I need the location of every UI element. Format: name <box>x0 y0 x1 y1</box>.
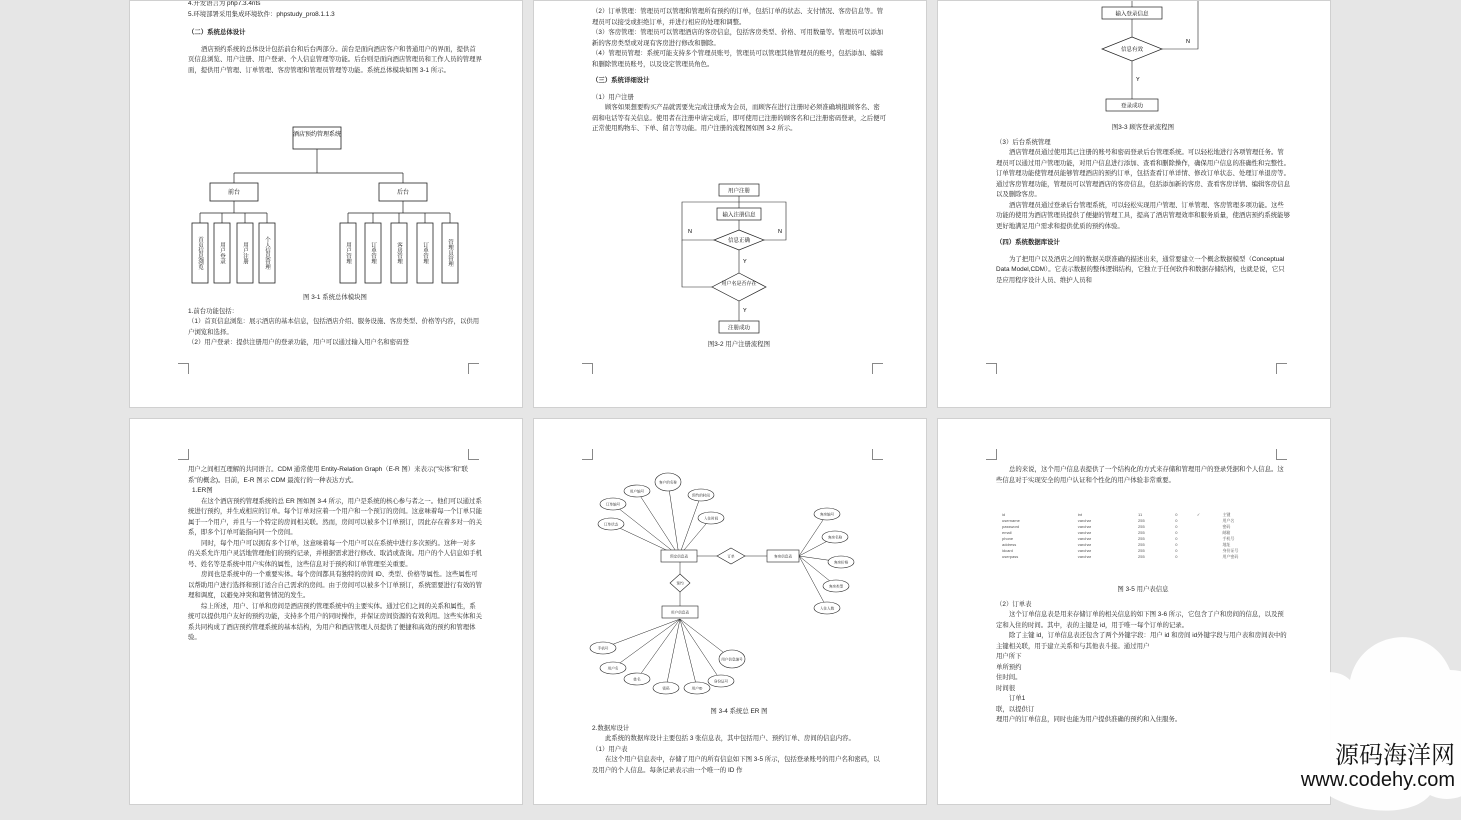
diagram-root: 酒店预约管理系统 <box>292 132 342 138</box>
page3-text <box>996 123 1290 286</box>
text-fragment: 单所预约 <box>996 663 1022 671</box>
section-heading: （四）系统数据库设计 <box>996 239 1060 246</box>
flow-input: 输入注册信息 <box>722 212 756 219</box>
paragraph: 这个订单信息表是用来存储订单的相关信息的如下图 3-6 所示，它包含了户和房间的信息，以及预定和入住的时间。其中，表的主键是 id，用于唯一每个订单的记录。 <box>996 611 1284 629</box>
list-item: （4）管理员管理：系统可能支持多个管理员账号，管理员可以管理其他管理员的账号，包括添加、编辑和删除管理员账号，以及设定管理员角色。 <box>592 50 884 68</box>
crop-mark <box>468 363 479 374</box>
system-module-diagram <box>188 123 488 293</box>
list-item: （2）订单管理：管理员可以管理和管理所有预约的订单，包括订单的状态、支付情况、客房信息等。管理员可以接受或拒绝订单，并进行相应的处理和调整。 <box>592 8 884 26</box>
text-line: 5.环境部署采用集成环境软件：phpstudy_pro8.1.1.3 <box>188 10 335 18</box>
section-heading: （二）系统总体设计 <box>188 29 246 36</box>
flow-done: 登录成功 <box>1120 103 1144 110</box>
subheading: 1.前台功能包括： <box>188 307 239 315</box>
er-attr: 客房编号 <box>819 512 835 517</box>
crop-mark <box>178 363 189 374</box>
er-attr: 身份证号 <box>713 679 729 684</box>
er-attr: 订单状态 <box>603 522 619 527</box>
table-cell: varchar <box>1077 530 1092 535</box>
table-cell: 用户名 <box>1222 518 1235 523</box>
section-heading: （三）系统详细设计 <box>592 77 650 84</box>
er-attr: 用户名 <box>607 666 619 671</box>
table-cell: userpass <box>1002 554 1019 559</box>
front-leaf-2: 用户注册 <box>242 242 248 264</box>
table-cell: 地址 <box>1222 542 1231 547</box>
table-cell: 0 <box>1175 518 1178 523</box>
crop-mark <box>872 449 883 460</box>
register-flowchart <box>674 181 804 341</box>
table-cell: 手机号 <box>1222 536 1235 541</box>
crop-mark <box>1276 449 1287 460</box>
watermark-url: www.codehy.com <box>1300 769 1455 791</box>
table-cell: 身份证号 <box>1222 548 1239 553</box>
page6-text-top <box>996 465 1290 486</box>
table-cell: 255 <box>1138 542 1145 547</box>
er-attr: 客房类型 <box>828 584 844 589</box>
table-cell: 0 <box>1175 554 1178 559</box>
er-attr: 入住时间 <box>703 516 719 521</box>
paragraph: 此系统的数据库设计主要包括 3 张信息表，其中包括用户、预约订单、房间的信息内容。 <box>605 735 855 742</box>
flow-n-2: N <box>778 229 782 235</box>
figure-caption: 图3-2 用户注册流程图 <box>707 341 771 348</box>
crop-mark <box>872 363 883 374</box>
back-leaves <box>340 213 458 283</box>
paragraph: 酒店预约系统的总体设计包括前台和后台两部分。前台是面向酒店客户和普通用户的界面，提供首页信息浏览、用户注册、用户登录、个人信息管理等功能。后台则是面向酒店管理员和工作人员的管理界面，提供用户管理、订单管理、客房管理和管理员管理等功能。系统总体模块如图 3-1 所示。 <box>188 45 482 74</box>
table-cell: 255 <box>1138 524 1145 529</box>
er-attr: 姓名 <box>633 677 641 682</box>
document-page-5 <box>533 418 927 805</box>
watermark <box>1301 741 1455 791</box>
flow-exists: 用户名是否存在 <box>721 281 757 287</box>
document-page-1 <box>129 0 523 408</box>
table-cell: varchar <box>1077 548 1092 553</box>
front-leaves <box>192 213 275 283</box>
crop-mark <box>582 363 593 374</box>
page2-caption-wrap <box>592 340 886 351</box>
page2-text-top <box>592 7 886 135</box>
back-leaf-1: 订单管理 <box>370 242 376 264</box>
table-cell: 0 <box>1175 512 1178 517</box>
front-leaf-0: 首页信息浏览 <box>197 236 203 270</box>
flow-y-1: Y <box>743 259 747 265</box>
er-entity-user: 用户信息表 <box>671 610 689 615</box>
er-relation-order: 订单 <box>727 554 735 559</box>
back-leaf-4: 管理员管理 <box>447 239 453 267</box>
back-leaf-2: 客房管理 <box>396 242 402 264</box>
table-cell: varchar <box>1077 536 1092 541</box>
figure-caption: 图 3-1 系统总体模块图 <box>303 294 367 301</box>
er-attr: 客户的名称 <box>659 480 677 485</box>
list-item: （1）首页信息浏览：展示酒店的基本信息，包括酒店介绍、服务设施、客房类型、价格等内容，以供用户浏览和选择。 <box>188 318 480 336</box>
subheading: 1.ER图 <box>192 487 213 494</box>
table-cell: 11 <box>1138 512 1143 517</box>
table-cell: varchar <box>1077 554 1092 559</box>
document-page-2 <box>533 0 927 408</box>
paragraph: 综上所述，用户、订单和房间是酒店预约管理系统中的主要实体。通过它们之间的关系和属性，系统可以提供用户友好的预约功能，支持多个用户的同时操作，并保证房间资源的有效利用。这些实体和关系共同构成了酒店预约管理系统的基本结构，为用户和酒店管理人员提供了便捷和高效的预约和管理体验。 <box>188 602 482 641</box>
diagram-back: 后台 <box>396 190 410 196</box>
er-attr: 客房名称 <box>827 535 843 540</box>
paragraph: 在这个酒店预约管理系统的总 ER 图如图 3-4 所示，用户是系统的核心参与者之一。他们可以通过系统进行预约，并生成相应的订单。每个订单对应着一个用户和一个预订的房间。这意味着每一个订单只能属于一个用户，并且与一个特定的房间相关联。然而，房间可以被多个订单预订，因此存在着多对一的关系，即多个订单可能指向同一个房间。 <box>188 497 482 536</box>
table-cell: email <box>1002 530 1012 535</box>
er-entity-room: 客房信息表 <box>774 554 792 559</box>
table-cell: 0 <box>1175 530 1178 535</box>
figure-caption: 图 3-5 用户表信息 <box>1117 586 1169 593</box>
text-line: 4.开发语言为 php7.3.4nts <box>188 0 261 7</box>
document-page-4 <box>129 418 523 805</box>
er-attr: 订单编号 <box>605 502 621 507</box>
back-leaf-0: 用户管理 <box>345 242 351 264</box>
er-relation-reserve: 预约 <box>676 581 684 586</box>
paragraph: 顾客如果想要购买产品就需要先完成注册成为会员，而顾客在进行注册时必须准确填报顾客名、密码和电话等有关信息。使用者在注册申请完成后，即可使用已注册的顾客名和已注册密码登录，之后便可正常使用购物车、下单、留言等功能。用户注册的流程图如图 3-2 所示。 <box>592 104 886 132</box>
table-cell: varchar <box>1077 524 1092 529</box>
table-cell: password <box>1002 524 1020 529</box>
crop-mark <box>468 449 479 460</box>
diagram-front: 前台 <box>227 190 241 196</box>
back-leaf-3: 订单管理 <box>422 242 428 264</box>
er-attr: 用户信息编号 <box>721 657 743 662</box>
page1-text-top <box>188 0 482 76</box>
subheading: 2.数据库设计 <box>592 724 630 732</box>
table-row <box>1000 554 1290 560</box>
table-cell: username <box>1002 518 1020 523</box>
text-fragment: 订单1 <box>1009 695 1026 702</box>
page1-text-bottom <box>188 293 482 349</box>
subheading: （1）用户注册 <box>592 93 634 101</box>
login-flowchart <box>1088 1 1228 121</box>
flow-check: 信息有效 <box>1120 47 1144 53</box>
list-item: （3）客房管理：管理员可以管理酒店的客房信息，包括客房类型、价格、可用数量等。管理员可以添加新的客房类型或对现有客房进行修改和删除。 <box>592 29 884 47</box>
table-cell: address <box>1002 542 1017 547</box>
table-cell: int <box>1077 512 1082 517</box>
table-cell: 255 <box>1138 536 1145 541</box>
er-attr: 用户编号 <box>629 489 645 494</box>
flow-done: 注册成功 <box>727 325 751 332</box>
table-cell: 0 <box>1175 542 1178 547</box>
er-attr: 入住人数 <box>819 606 835 611</box>
text-fragment: 时间很 <box>996 684 1016 692</box>
text-fragment: 联，以提供订 <box>996 705 1035 713</box>
table-cell <box>1195 554 1221 560</box>
er-attr: 用户ID <box>691 686 703 691</box>
table-cell: idcard <box>1002 548 1013 553</box>
crop-mark <box>582 449 593 460</box>
document-page-3 <box>937 0 1331 408</box>
table-cell: 255 <box>1138 548 1145 553</box>
subheading: （1）用户表 <box>592 745 628 753</box>
er-attr: 客房价格 <box>833 560 849 565</box>
table-cell: 用户密码 <box>1222 554 1239 559</box>
table-cell: 255 <box>1138 530 1145 535</box>
paragraph: 用户之间相互理解的共同语言。CDM 通常使用 Entity-Relation Graph（E-R 图）来表示("实体"和"联系"的概念)。目前，E-R 图示 CDM 最流行的一种表达方式。 <box>188 466 468 484</box>
crop-mark <box>1276 363 1287 374</box>
page4-text <box>188 465 482 644</box>
er-entity-order: 预定信息表 <box>670 554 688 559</box>
crop-mark <box>178 449 189 460</box>
table-cell: 0 <box>1175 548 1178 553</box>
subheading: （3）后台系统管理 <box>996 138 1051 146</box>
table-cell: 255 <box>1138 554 1145 559</box>
table-cell: 0 <box>1175 536 1178 541</box>
table-cell: phone <box>1002 536 1014 541</box>
flow-start: 用户注册 <box>727 188 751 195</box>
table-cell: ✓ <box>1196 512 1201 517</box>
table-cell: varchar <box>1077 542 1092 547</box>
paragraph: 总的来说，这个用户信息表提供了一个结构化的方式来存储和管理用户的登录凭据和个人信息。这些信息对于实现安全的用户认证和个性化的用户体验非常重要。 <box>996 466 1284 484</box>
front-leaf-3: 个人信息管理 <box>264 236 270 270</box>
table-cell: id <box>1002 512 1006 517</box>
page5-text <box>592 707 886 776</box>
figure-caption: 图3-3 顾客登录流程图 <box>1111 124 1175 131</box>
flow-n: N <box>1186 39 1190 45</box>
er-diagram <box>589 464 879 704</box>
flow-n-1: N <box>688 229 692 235</box>
paragraph: 在这个用户信息表中，存储了用户的所有信息如下图 3-5 所示，包括登录账号的用户名和密码，以及用户的个人信息。每条记录表示由一个唯一的 ID 作 <box>592 756 880 774</box>
text-fragment: 用户所下 <box>996 653 1022 660</box>
paragraph: 酒店管理员通过使用其已注册的账号和密码登录后台管理系统。可以轻松地进行各项管理任务。管理员可以通过用户管理功能，对用户信息进行添加、查看和删除操作，确保用户信息的准确性和完整性。订单管理功能使管理员能够管理酒店的预约订单，包括查看订单详情、修改订单状态、处理订单退房等。通过客房管理功能，管理员可以管理酒店的客房信息，包括添加新的客房、查看客房详情、编辑客房信息以及删除客房。 <box>996 149 1290 198</box>
paragraph: 除了主键 id，订单信息表还包含了两个外键字段：用户 id 和房间 id外键字段与用户表和房间表中的主键相关联，用于建立关系和与其他表斗接。通过用户 <box>996 632 1287 650</box>
front-leaf-1: 用户登录 <box>219 242 225 264</box>
er-attr: 预约的时间 <box>692 493 710 498</box>
er-attr: 密码 <box>662 686 670 691</box>
text-fragment: 住时间。 <box>996 674 1022 681</box>
flow-y: Y <box>1136 77 1140 83</box>
table-cell: 密码 <box>1222 524 1231 529</box>
table-cell: 0 <box>1175 524 1178 529</box>
paragraph: 为了把用户以及酒店之间的数据关联准确的描述出来，通常要建立一个概念数据模型（Conceptual Data Model,CDM）。它表示数据的整体逻辑结构，它独立于任何软件和数据存储结构，也就是说，它只是应用程序设计人员、维护人员和 <box>996 255 1285 284</box>
paragraph: 房间也是系统中的一个重要实体。每个房间都具有独特的房间 ID、类型、价格等属性。这些属性可以帮助用户进行选择和预订适合自己需求的房间。由于房间可以被多个订单预订，系统需要进行有效的管理和调度，以避免冲突和超售情况的发生。 <box>188 571 482 599</box>
subheading: （2）订单表 <box>996 600 1032 608</box>
list-item: （2）用户登录：提供注册用户的登录功能，用户可以通过输入用户名和密码登 <box>188 339 409 346</box>
watermark-title: 源码海洋网 <box>1335 741 1455 769</box>
paragraph: 酒店管理员通过登录后台管理系统，可以轻松实现用户管理、订单管理、客房管理多项功能。这些功能的使用为酒店管理员提供了便捷的管理工具，提高了酒店管理效率和服务质量，使酒店预约系统能够更好地满足用户需求和提供优质的预约体验。 <box>996 201 1290 230</box>
figure-caption: 图 3-4 系统总 ER 图 <box>710 708 768 715</box>
flow-input: 输入登录信息 <box>1115 11 1149 18</box>
table-cell: 255 <box>1138 518 1145 523</box>
table-cell: varchar <box>1077 518 1092 523</box>
flow-check: 信息正确 <box>727 238 751 244</box>
text-fragment: 理用户的订单信息，同时也能为用户提供准确的预约和入住服务。 <box>996 716 1182 723</box>
user-table-screenshot <box>1000 512 1290 560</box>
crop-mark <box>986 449 997 460</box>
er-attr: 手机号 <box>597 646 609 651</box>
table-cell: 邮箱 <box>1222 530 1231 535</box>
paragraph: 同时，每个用户可以拥有多个订单，这意味着每一个用户可以在系统中进行多次预约。这种一对多的关系允许用户灵活地管理他们的预约记录，并根据需求进行修改、取消或查询。用户的个人信息如手机号、姓名等是系统中用户实体的属性，这些信息对于预约和订单管理至关重要。 <box>188 539 482 568</box>
table-cell: 主键 <box>1222 512 1231 517</box>
flow-y-2: Y <box>743 308 747 314</box>
crop-mark <box>986 363 997 374</box>
